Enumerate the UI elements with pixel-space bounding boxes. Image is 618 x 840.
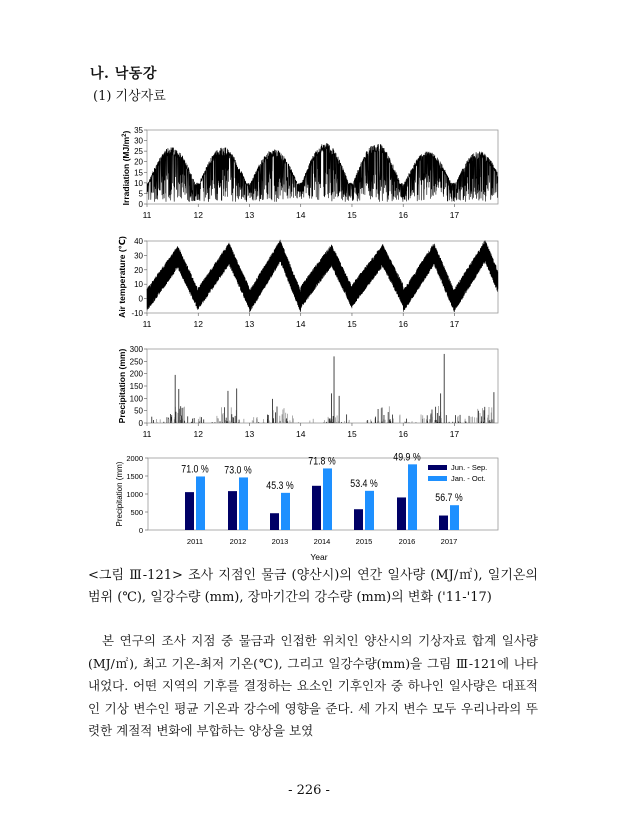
bar-jan-oct-2011 [196,476,205,530]
data-labels [181,452,463,505]
plot-frame [147,349,498,423]
y-tick-label: 1000 [126,490,143,499]
data-label-2017: 56.7 % [435,492,463,505]
y-axis-label-sup: 2 [122,133,128,137]
x-tick-label: 17 [449,210,460,220]
bar-jun-sep-2015 [354,509,363,530]
y-ticks [126,454,148,535]
x-tick-label: 11 [142,429,152,439]
y-tick-label: -10 [131,309,143,318]
x-tick-label: 2015 [355,537,373,546]
y-tick-label: 500 [130,508,143,517]
x-tick-label: 16 [398,319,408,329]
y-tick-label: 40 [134,237,143,246]
bar-jun-sep-2014 [312,486,321,530]
y-tick-label: 10 [134,280,143,290]
subsection-heading: (1) 기상자료 [93,89,166,104]
x-ticks [143,313,460,329]
y-tick-label: 25 [134,147,143,157]
bar-jan-oct-2013 [281,493,290,530]
irradiation-series [147,143,498,202]
bar-jan-oct-2017 [450,505,459,530]
y-tick-label: 15 [134,168,143,178]
bar-jan-oct-2012 [239,477,248,530]
x-axis-label: Year [310,552,328,562]
x-tick-label: 14 [295,210,306,220]
x-tick-label: 11 [142,319,152,329]
y-tick-label: 0 [138,294,143,304]
data-label-2011: 71.0 % [181,463,209,476]
page-number: - 226 - [288,783,330,798]
x-ticks [187,537,457,546]
x-tick-label: 17 [449,319,460,329]
bar-jun-sep-2011 [185,492,194,530]
body-text [88,630,538,743]
x-tick-label: 16 [398,210,408,220]
y-tick-label: 30 [134,136,143,146]
x-tick-label: 2013 [271,537,289,546]
x-tick-label: 2017 [440,537,458,546]
x-tick-label: 2011 [186,537,204,546]
x-tick-label: 14 [295,429,306,439]
legend-label-jun-sep: Jun. - Sep. [451,463,488,472]
x-tick-label: 15 [347,319,357,329]
y-tick-label: 200 [129,369,143,379]
y-ticks [130,345,147,428]
y-tick-label: 1500 [126,472,143,481]
y-tick-label: 20 [134,265,143,275]
daily-precipitation-chart [117,345,498,439]
y-axis-label: Precipitation (mm) [117,348,127,424]
x-tick-label: 13 [244,429,255,439]
x-tick-label: 15 [347,429,357,439]
y-tick-label: 300 [129,345,143,354]
x-tick-label: 15 [347,210,357,220]
y-ticks [134,126,147,209]
bar-jan-oct-2014 [323,468,332,530]
irradiation-chart [121,126,498,220]
y-tick-label: 250 [129,357,143,367]
x-tick-label: 13 [244,319,255,329]
y-tick-label: 0 [138,419,143,428]
x-tick-label: 16 [398,429,408,439]
data-label-2014: 71.8 % [308,455,336,468]
legend-swatch-jan-oct [428,476,447,481]
x-tick-label: 2014 [313,537,331,546]
section-heading: 나. 낙동강 [90,66,157,82]
bar-jan-oct-2016 [408,464,417,530]
x-tick-label: 14 [295,319,306,329]
x-tick-label: 12 [193,319,203,329]
bar-jun-sep-2016 [397,497,406,530]
data-label-2015: 53.4 % [350,477,378,491]
y-tick-label: 5 [138,189,143,199]
temperature-line [147,240,498,312]
precipitation-series [152,354,494,423]
x-tick-label: 17 [449,429,460,439]
y-tick-label: 30 [134,251,143,261]
x-tick-label: 12 [193,429,203,439]
y-tick-label: 35 [134,126,143,135]
legend [428,463,487,483]
x-tick-label: 2012 [229,537,247,546]
y-axis-label: Precipitation (mm) [115,461,124,527]
data-label-2016: 49.9 % [393,451,421,464]
bar-jun-sep-2012 [228,491,237,530]
legend-swatch-jun-sep [428,465,447,470]
bar-jan-oct-2015 [365,491,374,530]
bar-jun-sep-2017 [439,516,448,530]
x-tick-label: 2016 [398,537,416,546]
y-axis-label-tail: ) [121,130,131,134]
air-temperature-chart [117,236,498,329]
annual-precipitation-bar-chart [115,452,498,562]
body-paragraph: 본 연구의 조사 지점 중 물금과 인접한 위치인 양산시의 기상자료 합계 일사량(MJ/㎡), 최고 기온-최저 기온(℃), 그리고 일강수량(mm)을 그림 Ⅲ-121에 나타내었다. 어떤 지역의 기후를 결정하는 요소인 기후인자 중 하나인 일사량은 대표적인 기상 변수인 평균 기온과 강수에 영향을 준다. 세 가지 변수 모두 우리나라의 뚜렷한 계절적 변화에 부합하는 양상을 보였 [88,633,538,738]
y-tick-label: 100 [129,394,143,404]
data-label-2012: 73.0 % [224,464,252,477]
y-axis-label [121,131,131,206]
x-ticks [143,423,460,439]
x-tick-label: 13 [244,210,255,220]
irradiation-line [147,143,498,202]
x-ticks [143,204,460,220]
bar-jun-sep-2013 [270,513,279,530]
y-ticks [131,237,147,318]
data-label-2013: 45.3 % [266,480,294,493]
y-tick-label: 20 [134,157,143,167]
y-tick-label: 10 [134,178,143,188]
legend-label-jan-oct: Jan. - Oct. [451,474,486,483]
figure-caption: <그림 Ⅲ-121> 조사 지점인 물금 (양산시)의 연간 일사량 (MJ/㎡), 일기온의 범위 (℃), 일강수량 (mm), 장마기간의 강수량 (mm)의 변화 ('11-'17) [88,568,538,605]
x-tick-label: 12 [193,210,203,220]
y-axis-label-main: Irradiation (MJ/m [121,136,131,206]
y-tick-label: 2000 [126,454,143,463]
temperature-series [147,240,498,312]
y-axis-label: Air temperature (℃) [117,236,127,318]
y-tick-label: 0 [138,200,143,209]
y-tick-label: 50 [134,406,143,416]
y-tick-label: 150 [129,382,143,391]
y-tick-label: 0 [138,526,143,535]
x-tick-label: 11 [142,210,152,220]
